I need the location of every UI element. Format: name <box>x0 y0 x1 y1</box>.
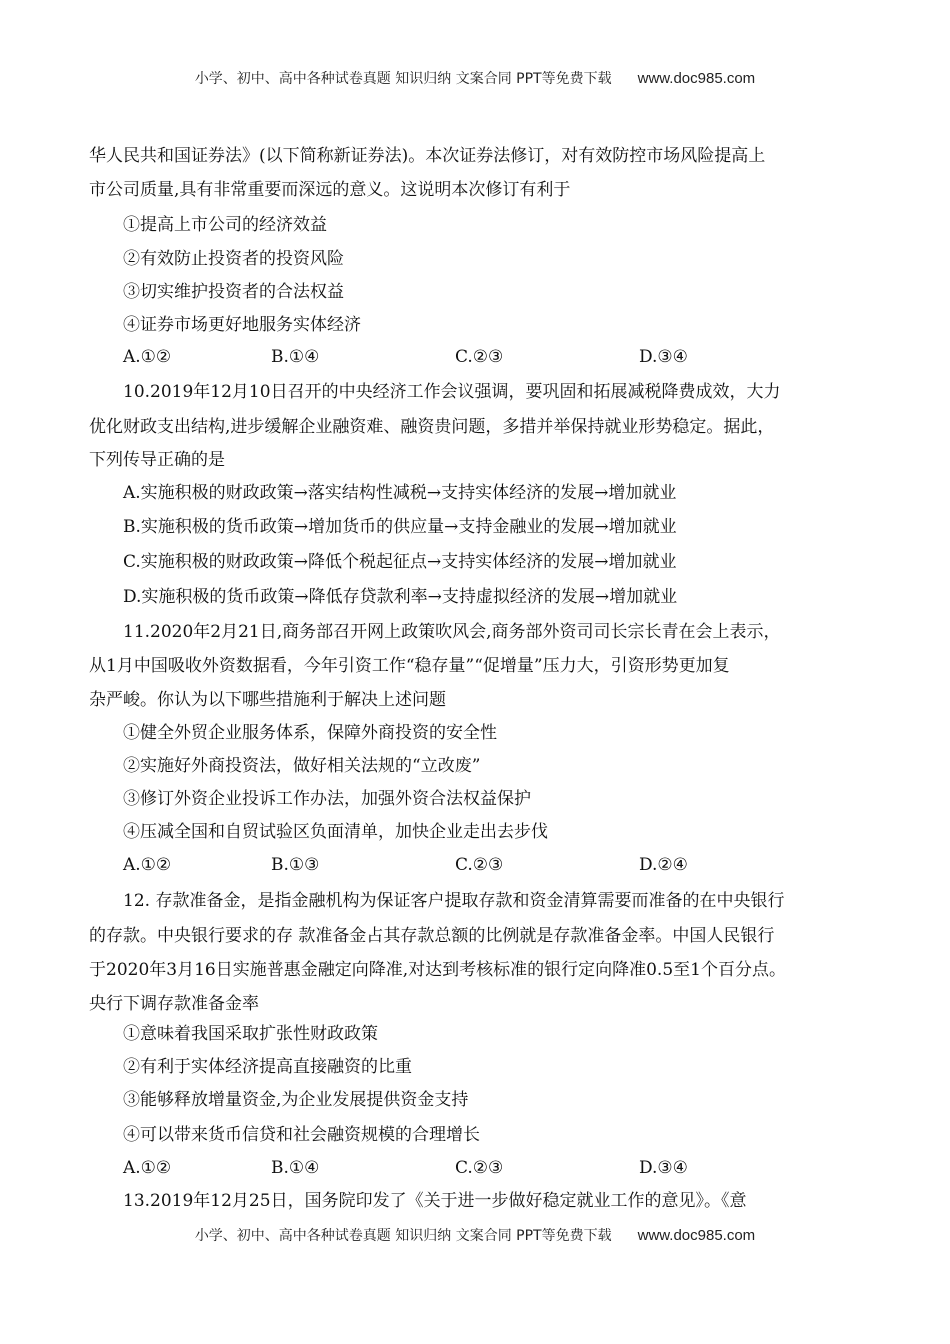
option-c: C.②③ <box>455 347 504 367</box>
question-stem-line: 的存款。中央银行要求的存 款准备金占其存款总额的比例就是存款准备金率。中国人民银行 <box>89 926 775 946</box>
question-stem-line: 11.2020年2月21日,商务部召开网上政策吹风会,商务部外资司司长宗长青在会上表示， <box>123 622 781 642</box>
option-d: D.③④ <box>639 347 688 367</box>
option-c: C.②③ <box>455 1158 504 1178</box>
question-stem-line: 杂严峻。你认为以下哪些措施利于解决上述问题 <box>89 690 446 710</box>
footer-url: www.doc985.com <box>637 1227 756 1244</box>
footer-text: 小学、初中、高中各种试卷真题 知识归纳 文案合同 PPT等免费下载 <box>194 1228 612 1244</box>
option-b: B.①④ <box>271 347 320 367</box>
header-text: 小学、初中、高中各种试卷真题 知识归纳 文案合同 PPT等免费下载 <box>194 71 612 87</box>
question-stem-line: 央行下调存款准备金率 <box>89 994 259 1014</box>
option-d: D.③④ <box>639 1158 688 1178</box>
question-stem-line: 华人民共和国证券法》(以下简称新证券法)。本次证券法修订，对有效防控市场风险提高上 <box>89 146 766 166</box>
header-url: www.doc985.com <box>637 70 756 87</box>
question-stem-line: 优化财政支出结构,进步缓解企业融资难、融资贵问题，多措并举保持就业形势稳定。据此， <box>89 417 775 437</box>
question-stem-line: 市公司质量,具有非常重要而深远的意义。这说明本次修订有利于 <box>89 180 571 200</box>
statement-item: ①意味着我国采取扩张性财政政策 <box>123 1024 378 1044</box>
statement-item: ③能够释放增量资金,为企业发展提供资金支持 <box>123 1090 469 1110</box>
question-stem-line: 于2020年3月16日实施普惠金融定向降准,对达到考核标准的银行定向降准0.5至1个百分点。 <box>89 960 786 980</box>
page-footer <box>0 1225 950 1245</box>
statement-item: ③切实维护投资者的合法权益 <box>123 282 344 302</box>
question-stem-line: 12. 存款准备金，是指金融机构为保证客户提取存款和资金清算需要而准备的在中央银行 <box>123 891 785 911</box>
page-header <box>0 68 950 88</box>
option-a: A.①② <box>123 347 172 367</box>
statement-item: ④可以带来货币信贷和社会融资规模的合理增长 <box>123 1125 480 1145</box>
statement-item: ④压减全国和自贸试验区负面清单，加快企业走出去步伐 <box>123 822 548 842</box>
question-stem-line: 13.2019年12月25日，国务院印发了《关于进一步做好稳定就业工作的意见》。《意 <box>123 1191 747 1211</box>
option-a: A.①② <box>123 1158 172 1178</box>
statement-item: ①健全外贸企业服务体系，保障外商投资的安全性 <box>123 723 497 743</box>
question-stem-line: 下列传导正确的是 <box>89 450 225 470</box>
option-b: B.实施积极的货币政策→增加货币的供应量→支持金融业的发展→增加就业 <box>123 517 677 537</box>
statement-item: ②有利于实体经济提高直接融资的比重 <box>123 1057 412 1077</box>
option-d: D.②④ <box>639 855 688 875</box>
option-c: C.实施积极的财政政策→降低个税起征点→支持实体经济的发展→增加就业 <box>123 552 677 572</box>
option-a: A.①② <box>123 855 172 875</box>
statement-item: ①提高上市公司的经济效益 <box>123 215 327 235</box>
option-d: D.实施积极的货币政策→降低存贷款利率→支持虚拟经济的发展→增加就业 <box>123 587 678 607</box>
statement-item: ②实施好外商投资法，做好相关法规的“立改废” <box>123 756 481 776</box>
question-stem-line: 10.2019年12月10日召开的中央经济工作会议强调，要巩固和拓展减税降费成效，大力 <box>123 382 781 402</box>
option-b: B.①④ <box>271 1158 320 1178</box>
question-stem-line: 从1月中国吸收外资数据看，今年引资工作“稳存量”“促增量”压力大，引资形势更加复 <box>89 656 730 676</box>
statement-item: ③修订外资企业投诉工作办法，加强外资合法权益保护 <box>123 789 531 809</box>
option-c: C.②③ <box>455 855 504 875</box>
statement-item: ④证券市场更好地服务实体经济 <box>123 315 361 335</box>
option-a: A.实施积极的财政政策→落实结构性减税→支持实体经济的发展→增加就业 <box>123 483 677 503</box>
option-b: B.①③ <box>271 855 320 875</box>
statement-item: ②有效防止投资者的投资风险 <box>123 249 344 269</box>
